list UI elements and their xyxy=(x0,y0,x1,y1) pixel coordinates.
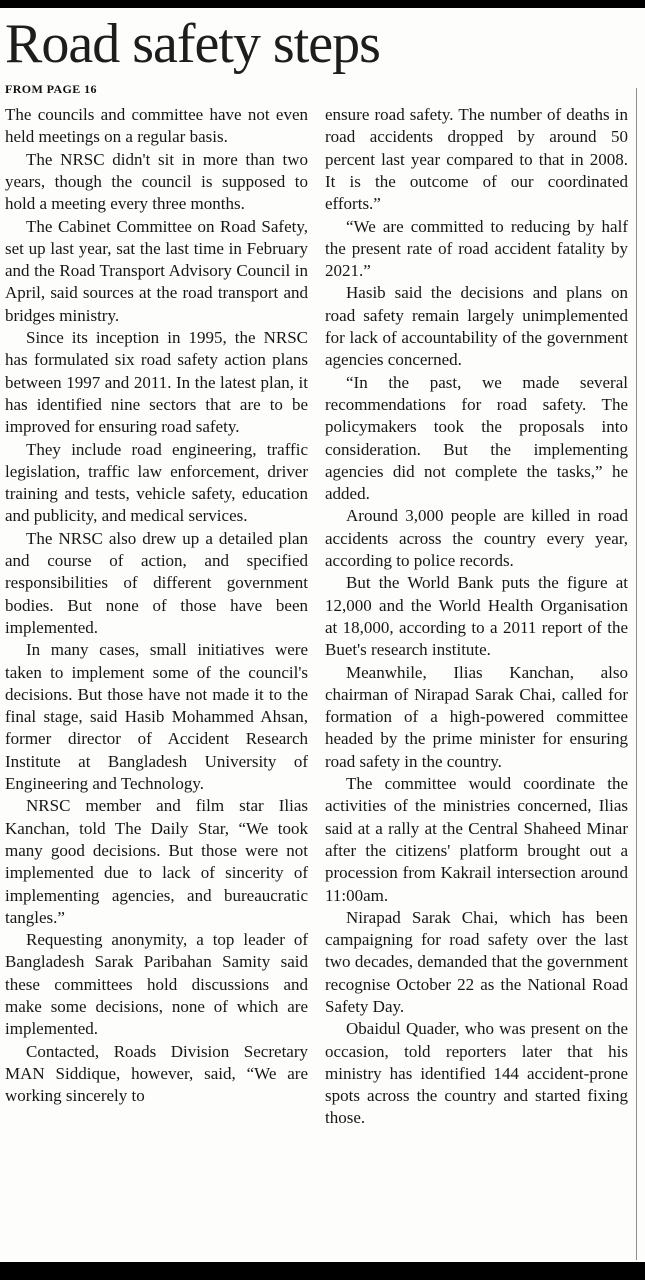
paragraph: Meanwhile, Ilias Kanchan, also chairman of Nirapad Sarak Chai, called for formation of a high-powered committee headed by the prime minister for ensuring road safety in the country. xyxy=(325,662,628,771)
article-body xyxy=(0,97,628,1130)
continuation-label: FROM PAGE 16 xyxy=(5,82,97,97)
article-column-right xyxy=(325,104,628,1130)
paragraph: “We are committed to reducing by half the present rate of road accident fatality by 2021.” xyxy=(325,216,628,281)
paragraph: Contacted, Roads Division Secretary MAN Siddique, however, said, “We are working sincerely to xyxy=(5,1041,308,1106)
paragraph: “In the past, we made several recommendations for road safety. The policymakers took the proposals into consideration. But the implementing agencies did not complete the tasks,” he added. xyxy=(325,372,628,504)
paragraph: In many cases, small initiatives were taken to implement some of the council's decisions. But those have not made it to the final stage, said Hasib Mohammed Ahsan, former director of Accident Research Institute at Bangladesh University of Engineering and Technology. xyxy=(5,640,308,794)
paragraph: The committee would coordinate the activities of the ministries concerned, Ilias said at a rally at the Central Shaheed Minar after the citizens' platform brought out a procession from Kakrail intersection around 11:00am. xyxy=(325,774,628,905)
paragraph: Hasib said the decisions and plans on road safety remain largely unimplemented for lack of accountability of the government agencies concerned. xyxy=(325,283,628,370)
column-rule xyxy=(636,88,637,1260)
paragraph: They include road engineering, traffic legislation, traffic law enforcement, driver training and tests, vehicle safety, education and publicity, and medical services. xyxy=(5,439,308,526)
paragraph: Obaidul Quader, who was present on the occasion, told reporters later that his ministry has identified 144 accident-prone spots across the country and started fixing those. xyxy=(325,1019,628,1128)
paragraph: Requesting anonymity, a top leader of Bangladesh Sarak Paribahan Samity said these committees hold discussions and make some decisions, none of which are implemented. xyxy=(5,930,308,1039)
paragraph: Nirapad Sarak Chai, which has been campaigning for road safety over the last two decades, demanded that the government recognise October 22 as the National Road Safety Day. xyxy=(325,907,628,1016)
paragraph: But the World Bank puts the figure at 12,000 and the World Health Organisation at 18,000, according to a 2011 report of the Buet's research institute. xyxy=(325,573,628,660)
paragraph: NRSC member and film star Ilias Kanchan, told The Daily Star, “We took many good decisions. But those were not implemented due to lack of sincerity of implementing agencies, and bureaucratic tangles.” xyxy=(5,796,308,927)
paragraph: The councils and committee have not even held meetings on a regular basis. xyxy=(5,105,308,147)
paragraph: Around 3,000 people are killed in road accidents across the country every year, according to police records. xyxy=(325,506,628,571)
top-crop-bar xyxy=(0,0,645,8)
paragraph: Since its inception in 1995, the NRSC has formulated six road safety action plans between 1997 and 2011. In the latest plan, it has identified nine sectors that are to be improved for ensuring road safety. xyxy=(5,328,308,437)
article-header xyxy=(0,0,645,97)
paragraph: ensure road safety. The number of deaths in road accidents dropped by around 50 percent last year compared to that in 2008. It is the outcome of our coordinated efforts.” xyxy=(325,105,628,214)
paragraph: The NRSC didn't sit in more than two years, though the council is supposed to hold a meeting every three months. xyxy=(5,149,308,214)
article-title: Road safety steps xyxy=(5,13,380,75)
paragraph: The NRSC also drew up a detailed plan and course of action, and specified responsibilities of different government bodies. But none of those have been implemented. xyxy=(5,528,308,637)
paragraph: The Cabinet Committee on Road Safety, set up last year, sat the last time in February and the Road Transport Advisory Council in April, said sources at the road transport and bridges ministry. xyxy=(5,216,308,325)
bottom-crop-bar xyxy=(0,1262,645,1280)
article-column-left xyxy=(5,104,308,1130)
